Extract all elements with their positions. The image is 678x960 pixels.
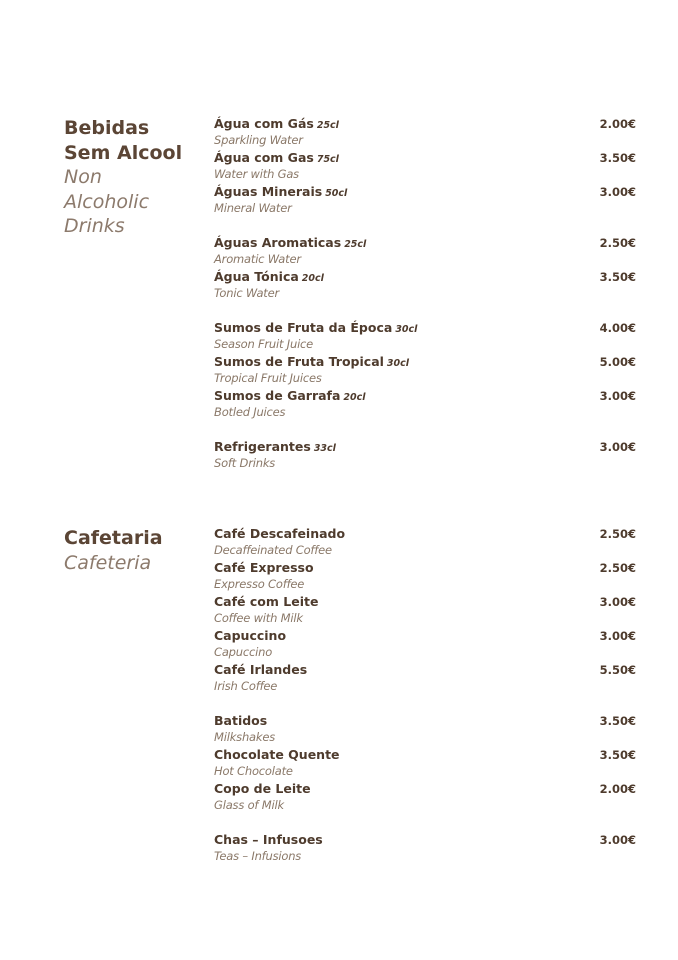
menu-item-size: 20cl [343,392,366,403]
menu-item-price: 3.50€ [599,151,636,165]
menu-item [214,628,636,662]
menu-item-price: 2.00€ [599,117,636,131]
menu-item-name-text: Águas Minerais [214,184,323,199]
menu-item-price: 3.00€ [599,389,636,403]
menu-item-price: 2.50€ [599,527,636,541]
menu-group [214,713,636,815]
menu-item-size: 25cl [344,239,367,250]
menu-item-name-text: Chas – Infusoes [214,832,323,847]
menu-item [214,781,636,815]
menu-item-name-text: Café com Leite [214,594,319,609]
menu-item-name-text: Águas Aromaticas [214,235,342,250]
menu-item-translation: Mineral Water [214,201,292,215]
menu-item [214,388,636,422]
menu-item-translation: Hot Chocolate [214,764,293,778]
menu-item-translation: Milkshakes [214,730,276,744]
menu-item [214,235,636,269]
menu-group [214,116,636,218]
menu-item-size: 30cl [386,358,410,369]
section-title-portuguese: Cafetaria [64,527,163,549]
menu-item-name [214,594,318,610]
menu-item-name [214,560,314,576]
menu-item-name [214,781,311,797]
menu-item-price: 4.00€ [599,321,636,335]
menu-item-price: 3.00€ [599,629,636,643]
menu-item [214,560,636,594]
menu-item-price: 2.50€ [599,236,636,250]
menu-group [214,832,636,866]
menu-item-translation: Aromatic Water [214,252,301,266]
menu-item-price: 3.00€ [599,833,636,847]
menu-item-name [214,662,307,678]
menu-item-name-text: Água Tónica [214,269,299,284]
menu-item-size: 33cl [313,443,336,454]
menu-item-translation: Decaffeinated Coffee [214,543,332,557]
menu-item [214,747,636,781]
menu-item-name [214,628,286,644]
menu-item-translation: Season Fruit Juice [214,337,314,351]
menu-item-price: 5.50€ [599,663,636,677]
menu-item-translation: Tropical Fruit Juices [214,371,322,385]
menu-item-name [214,747,340,763]
menu-item [214,184,636,218]
menu-item-name-text: Chocolate Quente [214,747,340,762]
menu-item [214,150,636,184]
menu-item [214,269,636,303]
menu-item-translation: Glass of Milk [214,798,284,812]
menu-item-size: 30cl [395,324,418,335]
menu-item-name [214,713,267,729]
menu-item-name-text: Sumos de Fruta da Época [214,320,393,335]
menu-item-translation: Soft Drinks [214,456,276,470]
section-title [64,526,204,575]
menu-item-name-text: Água com Gas [214,150,314,165]
menu-items [214,116,636,490]
menu-item-name [214,526,345,542]
menu-item-translation: Sparkling Water [214,133,303,147]
menu-item [214,662,636,696]
menu-item [214,354,636,388]
menu-item-price: 3.00€ [599,185,636,199]
menu-item-price: 3.50€ [599,748,636,762]
menu-item-name-text: Café Descafeinado [214,526,346,541]
menu-item-price: 3.50€ [599,714,636,728]
section-title-english: Non Alcoholic Drinks [64,166,150,237]
menu-item-size: 20cl [301,273,324,284]
menu-item [214,526,636,560]
section-title-portuguese: Bebidas Sem Alcool [64,117,183,164]
menu-item [214,320,636,354]
menu-item-translation: Capuccino [214,645,273,659]
menu-item-name-text: Sumos de Garrafa [214,388,341,403]
menu-item-price: 3.50€ [599,270,636,284]
menu-item-name-text: Copo de Leite [214,781,311,796]
menu-item-name-text: Café Irlandes [214,662,308,677]
menu-item-name-text: Água com Gás [214,116,314,131]
menu-item [214,116,636,150]
menu-item-translation: Irish Coffee [214,679,278,693]
menu-item-name-text: Sumos de Fruta Tropical [214,354,384,369]
menu-item-size: 50cl [325,188,348,199]
menu-item-price: 3.00€ [599,440,636,454]
menu-item [214,832,636,866]
menu-item-price: 3.00€ [599,595,636,609]
menu-item-size: 25cl [316,120,339,131]
menu-item-translation: Tonic Water [214,286,280,300]
menu-item-translation: Water with Gas [214,167,299,181]
menu-item-translation: Botled Juices [214,405,286,419]
menu-group [214,526,636,696]
menu-item-name [214,832,323,848]
menu-item-size: 75cl [316,154,339,165]
menu-item [214,594,636,628]
menu-item-name-text: Capuccino [214,628,287,643]
menu-group [214,235,636,303]
menu-group [214,439,636,473]
menu-item [214,713,636,747]
menu-item-name-text: Batidos [214,713,268,728]
menu-group [214,320,636,422]
menu-item-translation: Expresso Coffee [214,577,305,591]
menu-item-name-text: Café Expresso [214,560,314,575]
menu-item-translation: Teas – Infusions [214,849,302,863]
section-title [64,116,204,239]
section-title-english: Cafeteria [64,551,152,574]
menu-item-price: 2.50€ [599,561,636,575]
menu-item-name-text: Refrigerantes [214,439,311,454]
menu-item-price: 5.00€ [599,355,636,369]
menu-item [214,439,636,473]
menu-item-translation: Coffee with Milk [214,611,303,625]
menu-item-price: 2.00€ [599,782,636,796]
menu-items [214,526,636,883]
